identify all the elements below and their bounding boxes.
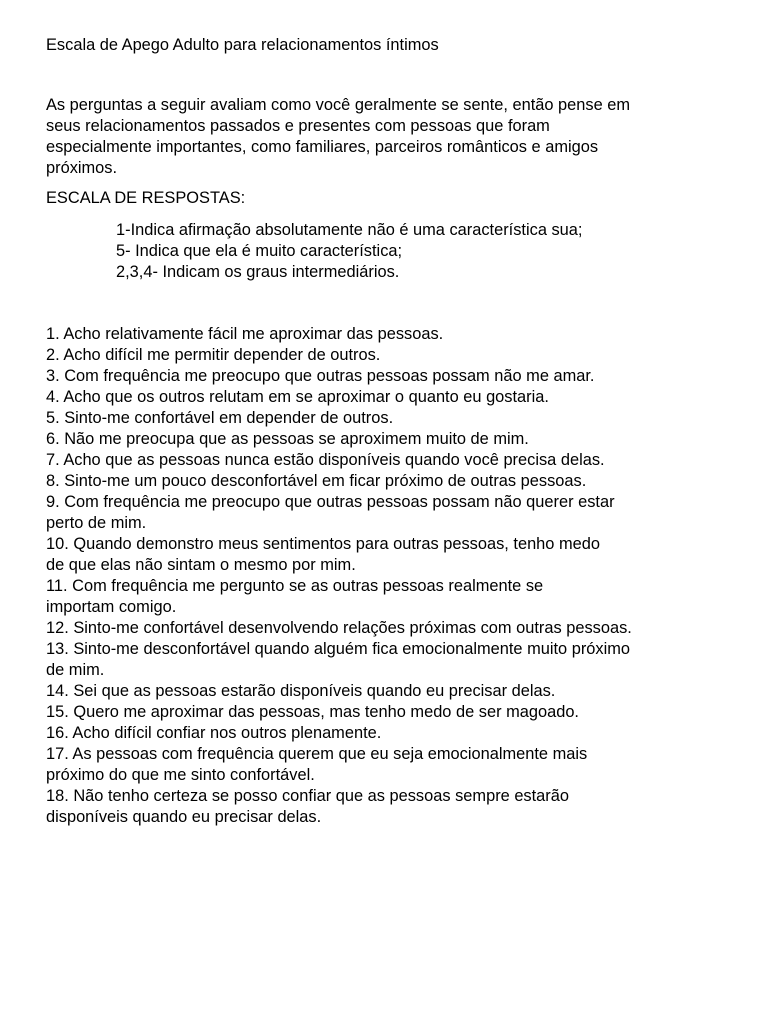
question-text-line: 9. Com frequência me preocupo que outras pessoas possam não querer estar xyxy=(46,493,615,511)
question-item xyxy=(46,366,632,387)
question-text-line: de que elas não sintam o mesmo por mim. xyxy=(46,556,356,574)
question-item xyxy=(46,576,632,618)
scale-heading: ESCALA DE RESPOSTAS: xyxy=(46,189,246,207)
intro-line: especialmente importantes, como familiares, parceiros românticos e amigos xyxy=(46,138,599,156)
question-item xyxy=(46,450,632,471)
question-item xyxy=(46,618,632,639)
question-text-line: 14. Sei que as pessoas estarão disponíveis quando eu precisar delas. xyxy=(46,682,556,700)
question-text-line: 13. Sinto-me desconfortável quando alguém fica emocionalmente muito próximo xyxy=(46,640,631,658)
question-item xyxy=(46,534,632,576)
question-list xyxy=(46,324,632,828)
question-text-line: perto de mim. xyxy=(46,514,147,532)
question-item xyxy=(46,471,632,492)
question-item xyxy=(46,681,632,702)
question-text-line: 6. Não me preocupa que as pessoas se aproximem muito de mim. xyxy=(46,430,529,448)
question-text-line: de mim. xyxy=(46,661,105,679)
question-text-line: 3. Com frequência me preocupo que outras pessoas possam não me amar. xyxy=(46,367,595,385)
intro-line: próximos. xyxy=(46,159,118,177)
scale-item: 1-Indica afirmação absolutamente não é uma característica sua; xyxy=(116,221,583,239)
question-item xyxy=(46,786,632,828)
question-text-line: 11. Com frequência me pergunto se as outras pessoas realmente se xyxy=(46,577,544,595)
question-text-line: disponíveis quando eu precisar delas. xyxy=(46,808,322,826)
question-text-line: próximo do que me sinto confortável. xyxy=(46,766,315,784)
question-text-line: 8. Sinto-me um pouco desconfortável em ficar próximo de outras pessoas. xyxy=(46,472,587,490)
question-text-line: 18. Não tenho certeza se posso confiar que as pessoas sempre estarão xyxy=(46,787,569,805)
question-item xyxy=(46,387,632,408)
question-text-line: 5. Sinto-me confortável em depender de outros. xyxy=(46,409,394,427)
question-text-line: 7. Acho que as pessoas nunca estão disponíveis quando você precisa delas. xyxy=(46,451,605,469)
question-text-line: 2. Acho difícil me permitir depender de outros. xyxy=(46,346,381,364)
question-text-line: 12. Sinto-me confortável desenvolvendo relações próximas com outras pessoas. xyxy=(46,619,632,637)
question-item xyxy=(46,492,632,534)
question-item xyxy=(46,639,632,681)
question-item xyxy=(46,408,632,429)
question-item xyxy=(46,744,632,786)
question-text-line: 16. Acho difícil confiar nos outros plenamente. xyxy=(46,724,382,742)
document-title: Escala de Apego Adulto para relacionamentos íntimos xyxy=(46,36,439,54)
question-item xyxy=(46,702,632,723)
scale-item: 2,3,4- Indicam os graus intermediários. xyxy=(116,263,400,281)
question-text-line: 1. Acho relativamente fácil me aproximar das pessoas. xyxy=(46,325,444,343)
question-item xyxy=(46,429,632,450)
question-item xyxy=(46,324,632,345)
question-text-line: 17. As pessoas com frequência querem que eu seja emocionalmente mais xyxy=(46,745,588,763)
scale-items-list xyxy=(116,220,582,283)
scale-item: 5- Indica que ela é muito característica; xyxy=(116,242,403,260)
question-text-line: 10. Quando demonstro meus sentimentos para outras pessoas, tenho medo xyxy=(46,535,600,553)
question-text-line: importam comigo. xyxy=(46,598,177,616)
intro-line: As perguntas a seguir avaliam como você geralmente se sente, então pense em xyxy=(46,96,631,114)
question-item xyxy=(46,345,632,366)
question-text-line: 15. Quero me aproximar das pessoas, mas tenho medo de ser magoado. xyxy=(46,703,579,721)
question-item xyxy=(46,723,632,744)
intro-line: seus relacionamentos passados e presentes com pessoas que foram xyxy=(46,117,550,135)
question-text-line: 4. Acho que os outros relutam em se aproximar o quanto eu gostaria. xyxy=(46,388,549,406)
intro-paragraph xyxy=(46,95,726,179)
